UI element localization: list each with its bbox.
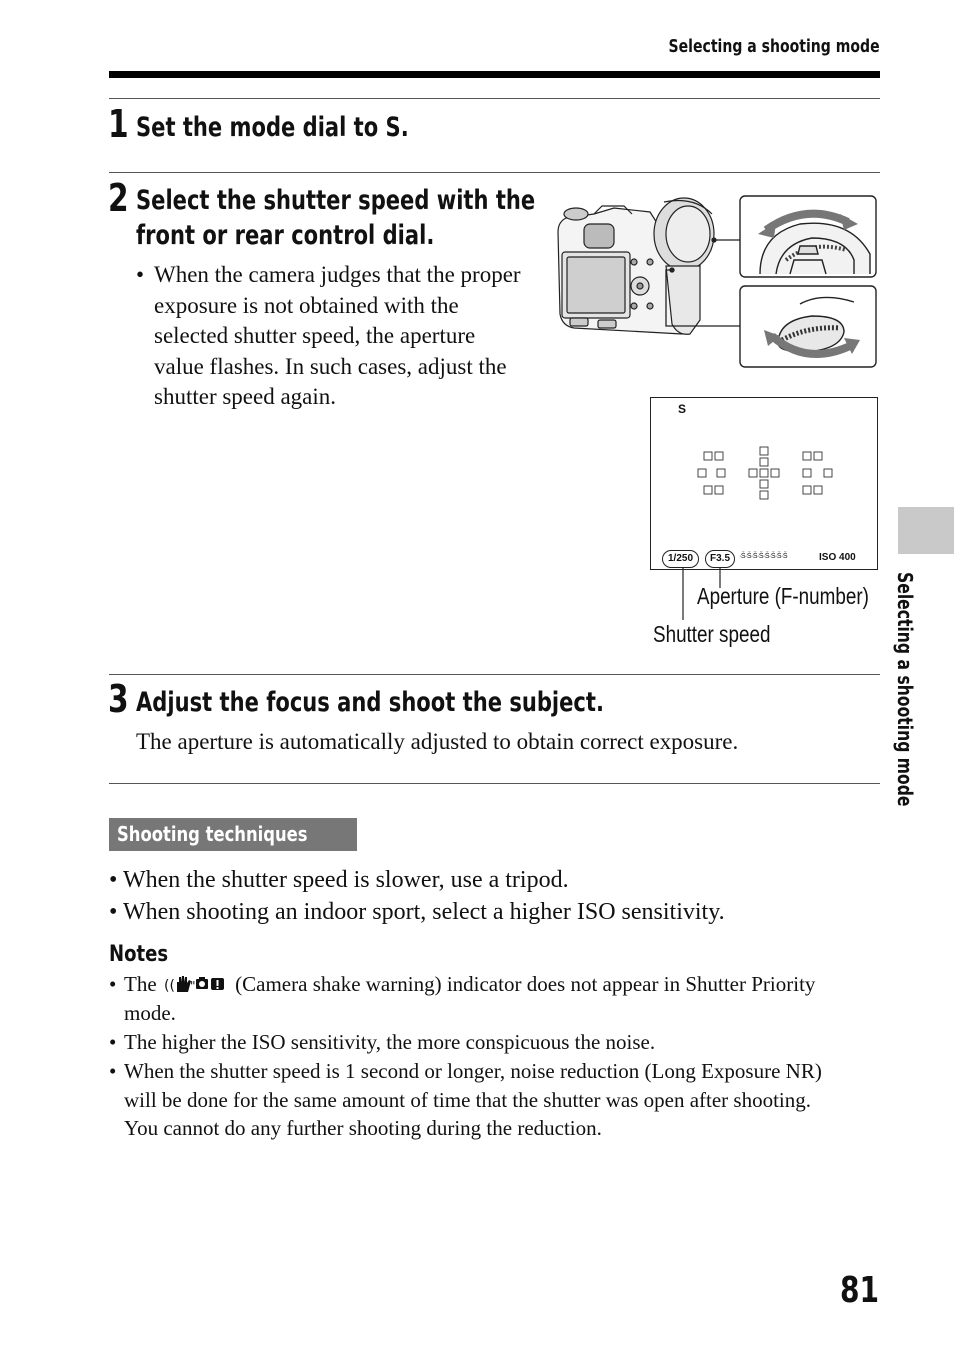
step-number-2: 2 xyxy=(108,176,129,220)
running-head xyxy=(669,36,880,57)
bullet-dot: • xyxy=(136,262,145,287)
aperture-readout: F3.5 xyxy=(705,550,735,568)
camera-drawing xyxy=(554,194,879,372)
note-text: When the shutter speed is 1 second or longer, noise reduction (Long Exposure NR) xyxy=(124,1059,822,1083)
note-text: The higher the ISO sensitivity, the more conspicuous the noise. xyxy=(124,1030,656,1054)
step-title-3: Adjust the focus and shoot the subject. xyxy=(136,687,604,718)
technique-text: When the shutter speed is slower, use a tripod. xyxy=(122,867,569,893)
bullet-line: exposure is not obtained with the xyxy=(154,292,459,318)
side-section-label xyxy=(893,572,923,842)
camera-shake-warning-icon xyxy=(164,974,228,994)
note-text: mode. xyxy=(124,1000,176,1025)
step2-bullet xyxy=(136,260,536,413)
running-head-text: Selecting a shooting mode xyxy=(668,36,880,57)
note-text: (Camera shake warning) indicator does not appear in Shutter Priority xyxy=(235,972,816,996)
notes-heading: Notes xyxy=(109,942,169,967)
bullet-line: value flashes. In such cases, adjust the xyxy=(154,353,507,379)
svg-text:((: (( xyxy=(163,978,175,994)
note-item xyxy=(109,1057,879,1143)
top-rule xyxy=(109,71,880,78)
bullet-dot: • xyxy=(109,1030,117,1054)
af-points xyxy=(651,398,877,569)
page-number: 81 xyxy=(840,1270,880,1311)
section-tab xyxy=(898,507,954,554)
divider xyxy=(109,172,880,173)
shutter-readout: 1/250 xyxy=(662,550,699,568)
viewfinder-display xyxy=(650,397,878,570)
step-title-2-line2: front or rear control dial. xyxy=(136,220,435,251)
camera-illustration xyxy=(554,194,879,372)
divider xyxy=(109,674,880,675)
bullet-line: When the camera judges that the proper xyxy=(154,262,521,287)
side-section-label-text: Selecting a shooting mode xyxy=(893,572,917,807)
technique-text: When shooting an indoor sport, select a higher ISO sensitivity. xyxy=(122,899,725,925)
step-number-3: 3 xyxy=(108,677,129,721)
step-title-1: Set the mode dial to S. xyxy=(136,112,409,143)
note-text: The xyxy=(124,972,157,996)
divider xyxy=(109,98,880,99)
note-text: You cannot do any further shooting during the reduction. xyxy=(124,1116,602,1140)
bullet-dot: • xyxy=(109,899,118,925)
note-item xyxy=(109,1028,879,1057)
bullet-line: shutter speed again. xyxy=(154,384,337,409)
technique-item xyxy=(109,867,569,894)
exposure-scale: ·Š·Š·Š·Š·Š·Š·Š·Š xyxy=(739,553,787,560)
step-number-1: 1 xyxy=(108,102,129,146)
aperture-callout: Aperture (F-number) xyxy=(697,583,869,609)
mode-indicator: S xyxy=(678,402,687,416)
technique-item xyxy=(109,899,725,926)
step3-body: The aperture is automatically adjusted to obtain correct exposure. xyxy=(136,729,739,754)
bullet-dot: • xyxy=(109,972,117,996)
techniques-label-text: Shooting techniques xyxy=(117,822,308,846)
step-title-2-line1: Select the shutter speed with the xyxy=(136,185,536,216)
svg-text:": " xyxy=(189,979,196,993)
bullet-line: selected shutter speed, the aperture xyxy=(154,323,476,348)
bullet-dot: • xyxy=(109,1059,117,1083)
note-text: will be done for the same amount of time that the shutter was open after shooting. xyxy=(124,1087,811,1112)
techniques-label xyxy=(109,818,357,851)
iso-readout: ISO 400 xyxy=(819,552,856,563)
divider xyxy=(109,783,880,784)
bullet-dot: • xyxy=(109,867,118,893)
note-item xyxy=(109,970,879,1027)
shutter-callout: Shutter speed xyxy=(653,621,771,647)
